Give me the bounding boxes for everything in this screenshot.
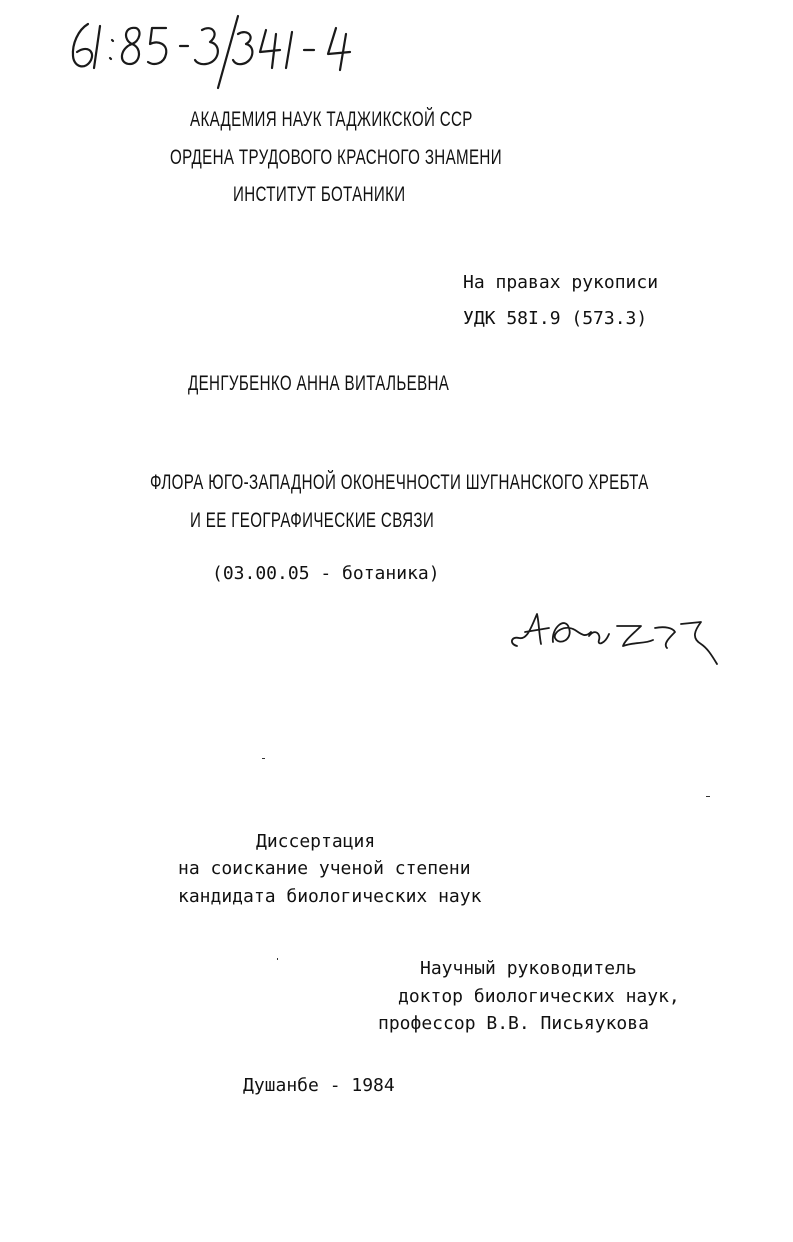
place-year: Душанбе - 1984 [243,1075,395,1096]
institution-line-2: ОРДЕНА ТРУДОВОГО КРАСНОГО ЗНАМЕНИ [170,146,502,169]
scan-speck [262,758,265,759]
institution-line-1: АКАДЕМИЯ НАУК ТАДЖИКСКОЙ ССР [190,108,473,131]
dissertation-line-1: Диссертация [256,831,376,852]
title-line-1: ФЛОРА ЮГО-ЗАПАДНОЙ ОКОНЕЧНОСТИ ШУГНАНСКОГО ХРЕБТА [150,471,649,494]
institution-line-3: ИНСТИТУТ БОТАНИКИ [233,183,406,206]
dissertation-line-3: кандидата биологических наук [178,886,482,907]
author-signature [505,598,730,673]
manuscript-rights: На правах рукописи [463,272,659,293]
author-name: ДЕНГУБЕНКО АННА ВИТАЛЬЕВНА [188,372,450,395]
supervisor-line-3: профессор В.В. Письяукова [378,1013,649,1034]
scan-speck [277,958,278,960]
title-line-2: И ЕЕ ГЕОГРАФИЧЕСКИЕ СВЯЗИ [190,509,435,532]
scan-speck [706,796,710,797]
udc-code: УДК 58I.9 (573.3) [463,308,648,329]
supervisor-line-1: Научный руководитель [420,958,637,979]
dissertation-line-2: на соискание ученой степени [178,858,471,879]
archive-number-handwritten [60,10,360,90]
supervisor-line-2: доктор биологических наук, [398,986,680,1007]
specialty-code: (03.00.05 - ботаника) [212,563,440,584]
